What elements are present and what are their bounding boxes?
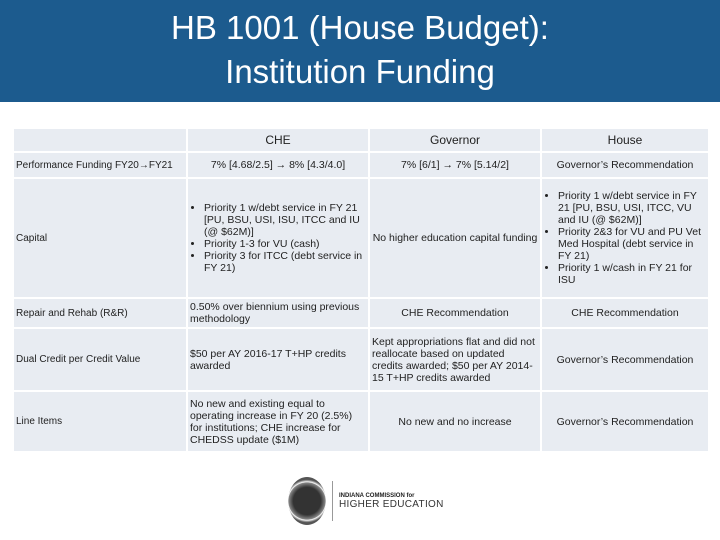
che-cell: No new and existing equal to operating increase in FY 20 (2.5%) for institutions; CHE increase for CHEDSS update ($1M) xyxy=(188,392,368,451)
logo-line-1: INDIANA COMMISSION for xyxy=(339,492,415,499)
header-house: House xyxy=(542,129,708,151)
house-cell: CHE Recommendation xyxy=(542,299,708,327)
table-row xyxy=(14,299,708,327)
house-cell: Governor’s Recommendation xyxy=(542,392,708,451)
table-row xyxy=(14,392,708,451)
house-cell xyxy=(542,179,708,297)
bullet: • Priority 1 w/debt service in FY 21 [PU, BSU, USI, ISU, ITCC and IU (@ $62M)] xyxy=(204,202,366,238)
governor-cell: Kept appropriations flat and did not reallocate based on updated credits awarded; $50 per AY 2014-15 T+HP credits awarded xyxy=(370,329,540,390)
header-che: CHE xyxy=(188,129,368,151)
che-logo xyxy=(288,477,444,525)
governor-cell: No higher education capital funding xyxy=(370,179,540,297)
bullet: • Priority 1-3 for VU (cash) xyxy=(204,238,366,250)
bullet: • Priority 1 w/cash in FY 21 for ISU xyxy=(558,262,706,286)
row-label: Repair and Rehab (R&R) xyxy=(14,299,186,327)
row-label: Line Items xyxy=(14,392,186,451)
bullet: • Priority 1 w/debt service in FY 21 [PU, BSU, USI, ITCC, VU and IU (@ $62M)] xyxy=(558,190,706,226)
header-governor: Governor xyxy=(370,129,540,151)
bullet: • Priority 3 for ITCC (debt service in FY 21) xyxy=(204,250,366,274)
row-label: Performance Funding FY20→FY21 xyxy=(14,153,186,177)
che-cell: 7% [4.68/2.5] → 8% [4.3/4.0] xyxy=(188,153,368,177)
bullet: • Priority 2&3 for VU and PU Vet Med Hospital (debt service in FY 21) xyxy=(558,226,706,262)
funding-table xyxy=(12,127,710,453)
title-line-2: Institution Funding xyxy=(225,53,495,90)
che-cell xyxy=(188,179,368,297)
logo-divider xyxy=(332,481,333,521)
table-row xyxy=(14,179,708,297)
row-label: Capital xyxy=(14,179,186,297)
house-cell: Governor’s Recommendation xyxy=(542,153,708,177)
title-line-1: HB 1001 (House Budget): xyxy=(171,9,549,46)
logo-line-2: HIGHER EDUCATION xyxy=(339,498,444,510)
state-seal-icon xyxy=(288,477,326,525)
header-empty xyxy=(14,129,186,151)
slide-title xyxy=(0,0,720,102)
header-row xyxy=(14,129,708,151)
row-label: Dual Credit per Credit Value xyxy=(14,329,186,390)
governor-cell: CHE Recommendation xyxy=(370,299,540,327)
table-row xyxy=(14,329,708,390)
che-cell: $50 per AY 2016-17 T+HP credits awarded xyxy=(188,329,368,390)
house-cell: Governor’s Recommendation xyxy=(542,329,708,390)
governor-cell: No new and no increase xyxy=(370,392,540,451)
governor-cell: 7% [6/1] → 7% [5.14/2] xyxy=(370,153,540,177)
table-row xyxy=(14,153,708,177)
che-cell: 0.50% over biennium using previous methodology xyxy=(188,299,368,327)
